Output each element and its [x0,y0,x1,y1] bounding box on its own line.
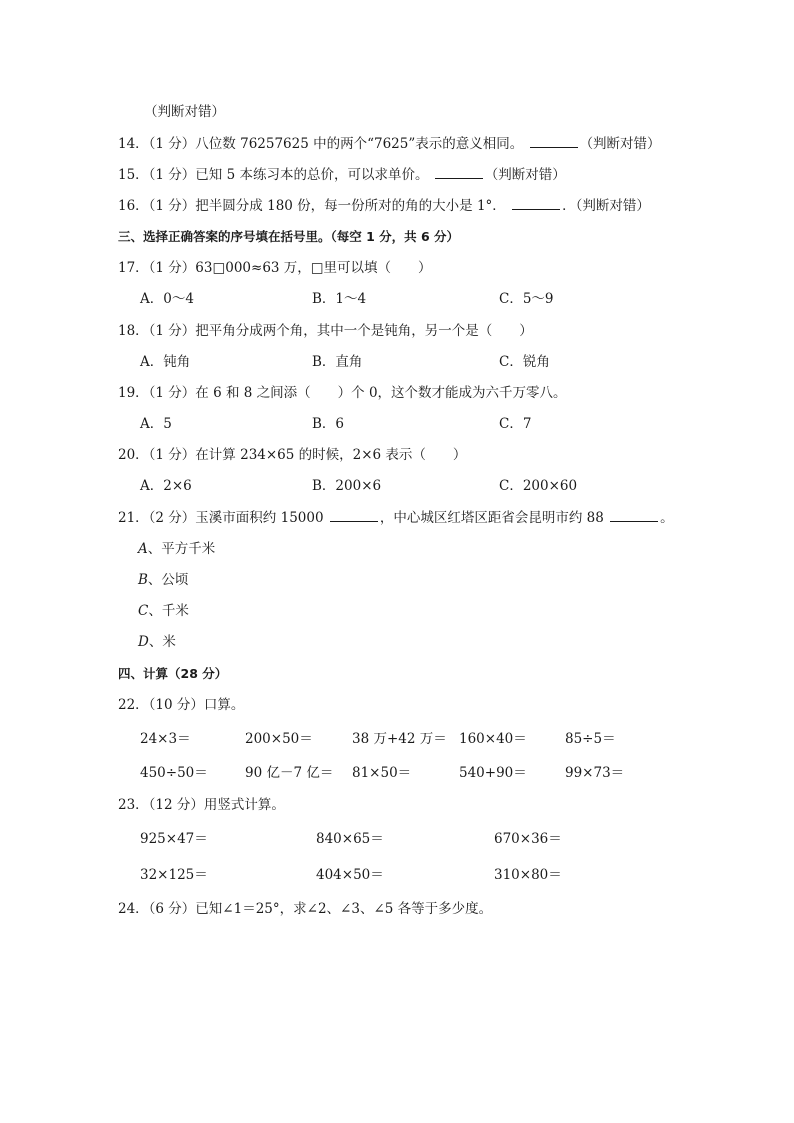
vertical-calc-item: 310×80＝ [494,867,562,883]
q21-blank-2[interactable] [610,509,658,522]
q21-option-a-letter: A [138,541,148,557]
q20-option-c[interactable]: C．200×60 [499,478,578,494]
q20-option-b[interactable]: B．200×6 [312,478,382,494]
mental-math-item: 540+90＝ [459,765,527,781]
q15-text: 15．（1 分）已知 5 本练习本的总价，可以求单价。 [118,167,429,183]
q21-option-c-letter: C [138,603,149,619]
question-14 [118,135,661,153]
mental-math-item: 85÷5＝ [565,731,616,747]
q17-option-a[interactable]: A．0～4 [140,291,194,307]
q13-judge-label: （判断对错） [144,104,225,120]
q18-option-a[interactable]: A．钝角 [140,354,191,370]
vertical-calc-item: 404×50＝ [316,867,384,883]
q21-option-c-text: 、千米 [148,603,189,619]
q16-judge-label: ．（判断对错） [562,198,650,214]
section-3-heading: 三、选择正确答案的序号填在括号里。（每空 1 分，共 6 分） [118,229,460,244]
q21-text-end: 。 [660,510,674,526]
mental-math-item: 38 万+42 万＝ [352,731,447,747]
q21-option-c[interactable] [138,602,189,620]
mental-math-item: 99×73＝ [565,765,625,781]
vertical-calc-item: 840×65＝ [316,831,384,847]
q18-option-c[interactable]: C．锐角 [499,354,550,370]
q14-text: 14．（1 分）八位数 76257625 中的两个“7625”表示的意义相同。 [118,136,524,152]
q20-option-a[interactable]: A．2×6 [140,478,192,494]
q16-text: 16．（1 分）把半圆分成 180 份，每一份所对的角的大小是 1°． [118,198,506,214]
q21-option-a[interactable] [138,540,215,558]
mental-math-item: 24×3＝ [140,731,191,747]
mental-math-item: 450÷50＝ [140,765,208,781]
mental-math-item: 160×40＝ [459,731,527,747]
q13-tail [144,103,225,121]
section-4-heading: 四、计算（28 分） [118,666,228,681]
mental-math-item: 81×50＝ [352,765,412,781]
q19-option-c[interactable]: C．7 [499,416,532,432]
question-17: 17．（1 分）63□000≈63 万，□里可以填（ ） [118,260,432,276]
question-18: 18．（1 分）把平角分成两个角，其中一个是钝角，另一个是（ ） [118,323,533,339]
question-20: 20．（1 分）在计算 234×65 的时候，2×6 表示（ ） [118,447,467,463]
q21-option-b[interactable] [138,571,188,589]
q21-blank-1[interactable] [330,509,378,522]
question-16 [118,197,650,215]
q19-option-a[interactable]: A．5 [140,416,172,432]
q21-option-a-text: 、平方千米 [147,541,216,557]
question-15 [118,166,566,184]
vertical-calc-item: 670×36＝ [494,831,562,847]
q21-option-d[interactable] [138,633,176,651]
q17-option-b[interactable]: B．1～4 [312,291,367,307]
q21-text-part1: 21．（2 分）玉溪市面积约 15000 [118,510,324,526]
q17-option-c[interactable]: C．5～9 [499,291,554,307]
question-24: 24．（6 分）已知∠1＝25°，求∠2、∠3、∠5 各等于多少度。 [118,901,493,917]
q14-answer-blank[interactable] [530,135,578,148]
vertical-calc-item: 925×47＝ [140,831,208,847]
question-23: 23．（12 分）用竖式计算。 [118,797,285,813]
q21-option-b-letter: B [138,572,148,588]
question-22: 22．（10 分）口算。 [118,697,245,713]
q21-option-d-text: 、米 [148,634,176,650]
q21-text-part2: ，中心城区红塔区距省会昆明市约 88 [379,510,604,526]
question-21 [118,509,674,527]
vertical-calc-item: 32×125＝ [140,867,208,883]
question-19: 19．（1 分）在 6 和 8 之间添（ ）个 0，这个数才能成为六千万零八。 [118,385,567,401]
q21-option-d-letter: D [138,634,149,650]
mental-math-item: 90 亿－7 亿＝ [245,765,334,781]
q19-option-b[interactable]: B．6 [312,416,345,432]
q18-option-b[interactable]: B．直角 [312,354,363,370]
q21-option-b-text: 、公顷 [147,572,189,588]
q15-answer-blank[interactable] [435,166,483,179]
q15-judge-label: （判断对错） [484,167,566,183]
q16-answer-blank[interactable] [512,197,560,210]
mental-math-item: 200×50＝ [245,731,313,747]
q14-judge-label: （判断对错） [579,136,661,152]
